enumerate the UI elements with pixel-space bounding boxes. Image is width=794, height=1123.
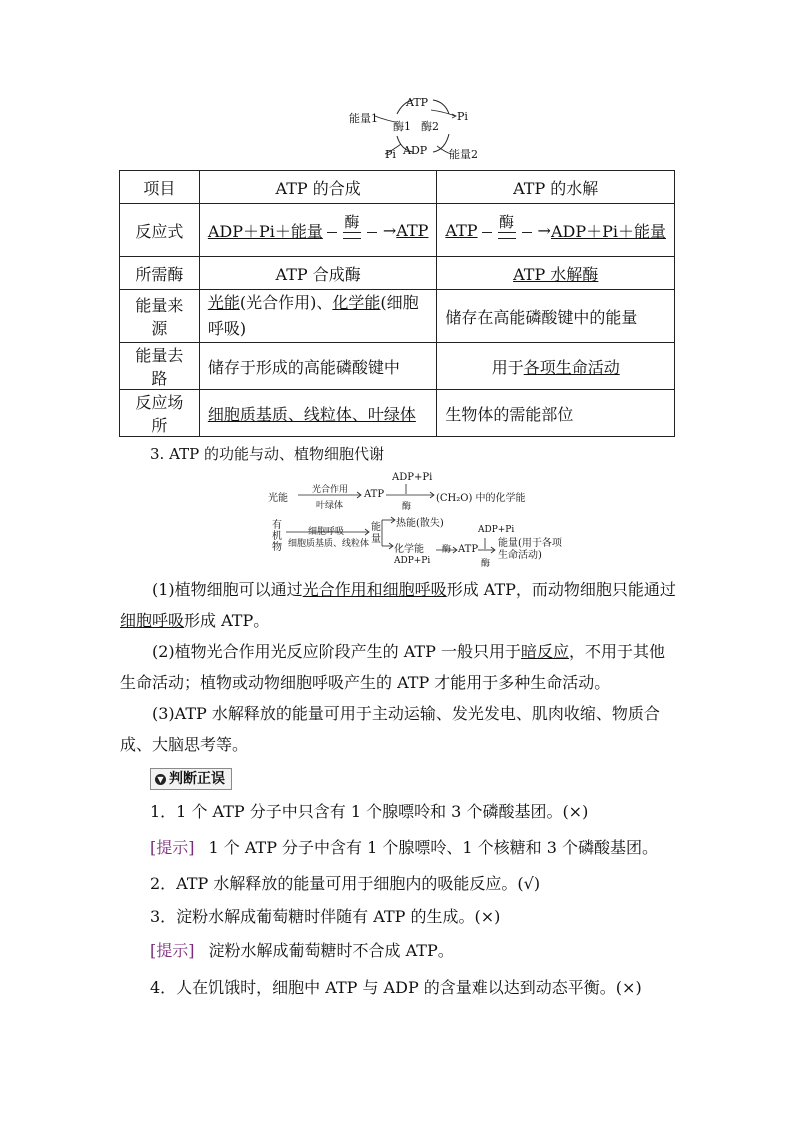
synthesis-energy-destination: 储存于形成的高能磷酸键中	[199, 343, 437, 390]
cycle-pi-in-label: Pi	[385, 148, 396, 161]
table-row-reaction	[120, 204, 675, 257]
hydrolysis-equation	[437, 204, 675, 257]
hydrolysis-energy-destination: 用于各项生命活动	[437, 343, 675, 390]
paragraph-3: (3)ATP 水解释放的能量可用于主动运输、发光发电、肌肉收缩、物质合成、大脑思考等。	[120, 704, 660, 754]
row-label-reaction: 反应式	[120, 204, 200, 257]
energy-use-label: 能量(用于各项生命活动)	[498, 538, 562, 561]
section-title: 3. ATP 的功能与动、植物细胞代谢	[150, 445, 384, 463]
judge-question-3: 3．淀粉水解成葡萄糖时伴随有 ATP 的生成。(×)	[150, 907, 501, 926]
enzyme-label-1: 酶	[402, 502, 412, 512]
row-label-site: 反应场所	[120, 390, 200, 437]
hint-label: [提示]	[150, 838, 195, 857]
synthesis-site: 细胞质基质、线粒体、叶绿体	[207, 404, 416, 424]
hydrolysis-reactant: ATP	[445, 220, 478, 240]
hydrolysis-enzyme: ATP 水解酶	[513, 264, 599, 284]
light-energy-label: 光能	[268, 493, 288, 504]
atp-label-1: ATP	[364, 489, 385, 500]
judge-hint-1: [提示] 1 个 ATP 分子中含有 1 个腺嘌呤、1 个核糖和 3 个磷酸基团。	[150, 838, 659, 857]
synthesis-enzyme: ATP 合成酶	[199, 257, 437, 290]
adp-pi-right-label: ADP+Pi	[478, 525, 515, 535]
header-hydrolysis: ATP 的水解	[437, 171, 675, 204]
table-row-enzyme	[120, 257, 675, 290]
cycle-enzyme1-label: 酶1	[393, 120, 411, 133]
chevron-down-icon: ▼	[155, 774, 166, 785]
arrow-icon: →	[537, 220, 551, 240]
judge-badge-label: 判断正误	[169, 771, 225, 787]
judge-question-4: 4．人在饥饿时，细胞中 ATP 与 ADP 的含量难以达到动态平衡。(×)	[150, 978, 642, 997]
cycle-atp-label: ATP	[406, 96, 429, 109]
paragraph-2: (2)植物光合作用光反应阶段产生的 ATP 一般只用于暗反应，不用于其他生命活动；植物或动物细胞呼吸产生的 ATP 才能用于多种生命活动。	[120, 642, 665, 692]
chloroplast-label: 叶绿体	[316, 501, 344, 511]
table-header-row	[120, 171, 675, 204]
chemical-energy-label: 化学能	[394, 544, 424, 555]
adp-pi-left-label: ADP+Pi	[394, 556, 431, 566]
row-label-enzyme: 所需酶	[120, 257, 200, 290]
atp-adp-cycle-diagram	[345, 92, 485, 162]
cycle-energy1-label: 能量1	[349, 112, 378, 125]
synthesis-reactants: ADP＋Pi＋能量	[207, 221, 323, 241]
explanation-paragraphs	[120, 574, 680, 760]
row-label-destination: 能量去路	[120, 343, 200, 390]
table-row-energy-source	[120, 290, 675, 343]
judge-hint-3: [提示] 淀粉水解成葡萄糖时不合成 ATP。	[150, 941, 454, 960]
heat-energy-label: 热能(散失)	[396, 518, 444, 529]
header-synthesis: ATP 的合成	[199, 171, 437, 204]
arrow-icon: →	[382, 220, 397, 240]
respiration-label: 细胞呼吸	[308, 527, 345, 537]
adp-pi-top-label: ADP+Pi	[392, 472, 433, 483]
row-label-source: 能量来源	[120, 290, 200, 343]
hydrolysis-energy-source: 储存在高能磷酸键中的能量	[437, 290, 675, 343]
photosynthesis-label: 光合作用	[312, 485, 349, 495]
cycle-energy2-label: 能量2	[449, 148, 478, 161]
enzyme-label-3: 酶	[481, 559, 491, 569]
judge-question-1: 1．1 个 ATP 分子中只含有 1 个腺嘌呤和 3 个磷酸基团。(×)	[150, 802, 589, 821]
cycle-enzyme2-label: 酶2	[421, 120, 439, 133]
cytoplasm-mitochondria-label: 细胞质基质、线粒体	[288, 539, 370, 549]
energy-flow-diagram	[268, 468, 568, 586]
judge-question-2: 2．ATP 水解释放的能量可用于细胞内的吸能反应。(√)	[150, 874, 541, 893]
header-item: 项目	[120, 171, 200, 204]
atp-comparison-table	[119, 170, 675, 437]
hydrolysis-products: ADP＋Pi＋能量	[550, 221, 666, 241]
synthesis-product: ATP	[396, 220, 429, 240]
cycle-pi-out-label: Pi	[457, 110, 468, 123]
atp-label-2: ATP	[458, 544, 479, 555]
judge-badge	[150, 768, 232, 790]
table-row-energy-destination	[120, 343, 675, 390]
ch2o-chemical-energy-label: (CH₂O) 中的化学能	[436, 493, 526, 504]
energy-label: 能量	[371, 522, 381, 545]
synthesis-equation	[199, 204, 437, 257]
paragraph-1: (1)植物细胞可以通过光合作用和细胞呼吸形成 ATP，而动物细胞只能通过细胞呼吸形成 ATP。	[120, 580, 676, 630]
cycle-adp-label: ADP	[403, 144, 428, 157]
organic-matter-label: 有机物	[272, 520, 282, 553]
enzyme-label-2: 酶	[442, 545, 452, 555]
table-row-site	[120, 390, 675, 437]
enzyme-over-arrow: 酶	[343, 215, 361, 239]
hint-label: [提示]	[150, 941, 195, 960]
hydrolysis-site: 生物体的需能部位	[437, 390, 675, 437]
synthesis-energy-source: 光能(光合作用)、化学能(细胞呼吸)	[199, 290, 437, 343]
enzyme-over-arrow: 酶	[498, 215, 516, 239]
